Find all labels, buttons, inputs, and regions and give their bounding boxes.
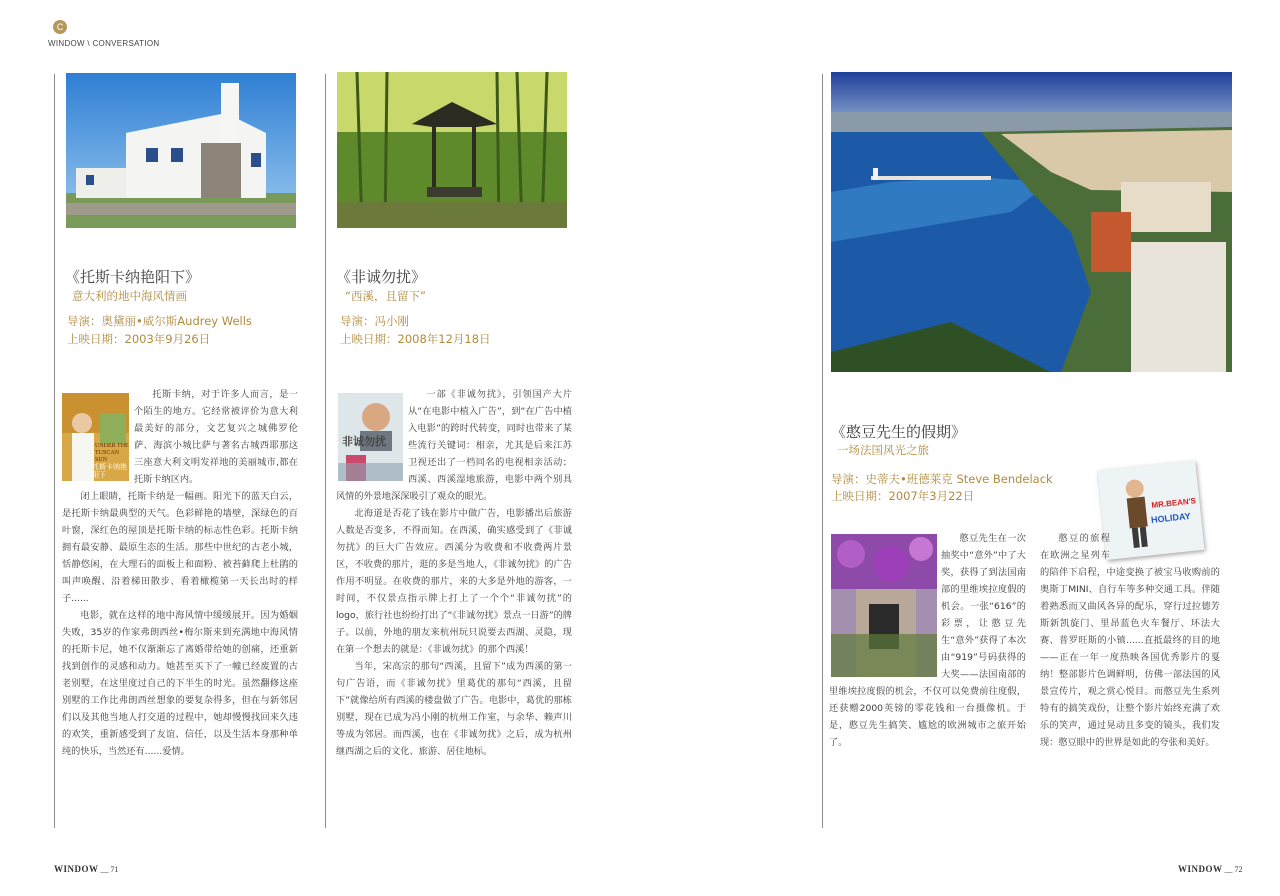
logo-badge: C: [53, 20, 67, 34]
footer-brand: WINDOW: [54, 864, 99, 874]
article-title: 《非诚勿扰》: [336, 268, 427, 286]
paragraph: 一部《非诚勿扰》，引领国产大片从“在电影中植入广告”，到“在广告中植入电影”的跨时代转变，同时也带来了某些流行关键词：相亲，尤其是后来江苏卫视还出了一档同名的电视相亲活动；西溪、西溪湿地旅游，电影中两个别具风情的外景地深深吸引了观众的眼光。: [336, 389, 572, 502]
release-date: 上映日期：2007年3月22日: [831, 489, 975, 503]
article-body: [336, 386, 572, 760]
article-title: 《托斯卡纳艳阳下》: [65, 268, 201, 286]
paragraph: 憨豆的旅程在欧洲之星列车的陪伴下启程，中途变换了被宝马收购前的奥斯丁MINI、自行车等多种交通工具。伴随着熟悉而又曲风各异的配乐，穿行过拉德芳斯新凯旋门、里昂蓝色火车餐厅、环法大赛、普罗旺斯的小镇......直抵最终的目的地——正在一年一度热映各国优秀影片的戛纳！整部影片色调鲜明，仿佛一部法国的风景宣传片，观之赏心悦目。而憨豆先生系列特有的搞笑戏份，让整个影片始终充满了欢乐的笑声，通过晃动且多变的镜头，我们发现：憨豆眼中的世界是如此的夸张和美好。: [1040, 533, 1220, 748]
director-line: 导演：冯小刚: [340, 314, 409, 328]
poster-subtitle: 托斯卡纳艳阳下: [92, 463, 127, 479]
article-subtitle: 一场法国风光之旅: [837, 443, 929, 457]
article-body: [1040, 530, 1220, 751]
director-line: 导演：史蒂夫•班德莱克 Steve Bendelack: [831, 472, 1053, 486]
section-label: WINDOW \ CONVERSATION: [48, 39, 160, 48]
xixi-pavilion-photo: [337, 72, 567, 228]
paragraph: 北海道是否花了钱在影片中做广告，电影播出后旅游人数是否变多，不得而知。在西溪，确实感受到了《非诚勿扰》的巨大广告效应。西溪分为收费和不收费两片景区，不收费的那片，逛的多是当地人，《非诚勿扰》的广告作用不明显。在收费的那片，来的大多是外地的游客，一时间，不仅景点指示牌上打上了一个个“非诚勿扰”的logo，旅行社也纷纷打出了“《非诚勿扰》景点一日游”的牌子。以前，外地的朋友来杭州玩只说要去西湖、灵隐，现在第一个想去的就是：《非诚勿扰》的那个西溪！: [336, 508, 572, 655]
tuscany-villa-photo: [66, 73, 296, 228]
column-divider-1: [54, 74, 55, 828]
paragraph: 当年，宋高宗的那句“西溪，且留下”成为西溪的第一句广告语，而《非诚勿扰》里葛优的那句“西溪，且留下”就像给所有西溪的楼盘做了广告。电影中，葛优的那栋别墅，现在已成为冯小刚的杭州工作室，与余华、赖声川等成为邻居。而西溪，也在《非诚勿扰》之后，成为杭州继西湖之后的文化、旅游、居住地标。: [336, 661, 572, 757]
poster-title: UNDER THE TUSCAN SUN: [95, 443, 129, 463]
footer-left: WINDOW __ 71: [54, 864, 119, 874]
column-divider-3: [822, 74, 823, 828]
article-title: 《憨豆先生的假期》: [831, 423, 967, 441]
director-line: 导演：奥黛丽•威尔斯Audrey Wells: [67, 314, 252, 328]
paragraph: 托斯卡纳，对于许多人而言，是一个陌生的地方。它经常被评价为意大利最美好的部分，文艺复兴之城佛罗伦萨、海滨小城比萨与著名古城西耶那这三座意大利文明发祥地的美丽城市,都在托斯卡纳区内。: [134, 389, 298, 485]
poster-title-line: HOLIDAY: [1150, 510, 1192, 526]
article-body: [829, 530, 1026, 751]
footer-right: WINDOW __ 72: [1178, 864, 1243, 874]
page-number: 72: [1234, 865, 1243, 874]
column-divider-2: [325, 74, 326, 828]
article-body: [62, 386, 298, 760]
paragraph: 憨豆先生在一次抽奖中“意外”中了大奖，获得了到法国南部的里维埃拉度假的机会。一张“616”的彩票，让憨豆先生“意外”获得了本次由“919”号码获得的大奖——法国南部的里维埃拉度假的机会，不仅可以免费前往度假，还获赠2000英镑的零花钱和一台摄像机。于是，憨豆先生搞笑、尴尬的欧洲城市之旅开始了。: [829, 533, 1026, 748]
article-subtitle: “西溪，且留下”: [345, 289, 426, 303]
footer-brand: WINDOW: [1178, 864, 1223, 874]
poster-title: 非诚勿扰: [342, 435, 386, 448]
nice-coastline-photo: [831, 72, 1232, 372]
paragraph: 电影，就在这样的地中海风情中缓缓展开。因为婚姻失败，35岁的作家弗朗西丝•梅尔斯来到充满地中海风情的托斯卡尼，她不仅渐渐忘了离婚带给她的创痛，还重新找到创作的灵感和动力。她甚至买下了一幢已经废置的古老别墅，在这里度过自己的下半生的时光。虽然翻修这座别墅的工作比弗朗西丝想象的要复杂得多，但在与新邻居们以及其他当地人打交道的过程中，她却慢慢找回来久违的欢笑，重新感受到了友谊、信任，以及生活本身那种单纯的快乐，当然还有......爱情。: [62, 610, 298, 757]
article-subtitle: 意大利的地中海风情画: [72, 289, 187, 303]
page-number: 71: [110, 865, 119, 874]
release-date: 上映日期：2008年12月18日: [340, 332, 491, 346]
poster-title-line: MR.BEAN'S: [1151, 496, 1197, 510]
paragraph: 闭上眼睛，托斯卡纳是一幅画。阳光下的蓝天白云，是托斯卡纳最典型的天气。色彩鲜艳的墙壁，深绿色的百叶窗，深红色的屋顶是托斯卡纳的标志性色彩。托斯卡纳拥有最安静、最原生态的生活。那些中世纪的古老小城，恬静悠闲，在大理石的面板上和面粉、被苔藓爬上杜鹃的叫声唤醒、沿着梯田散步、看着橄榄第一天长出时的样子......: [62, 491, 298, 604]
release-date: 上映日期：2003年9月26日: [67, 332, 211, 346]
